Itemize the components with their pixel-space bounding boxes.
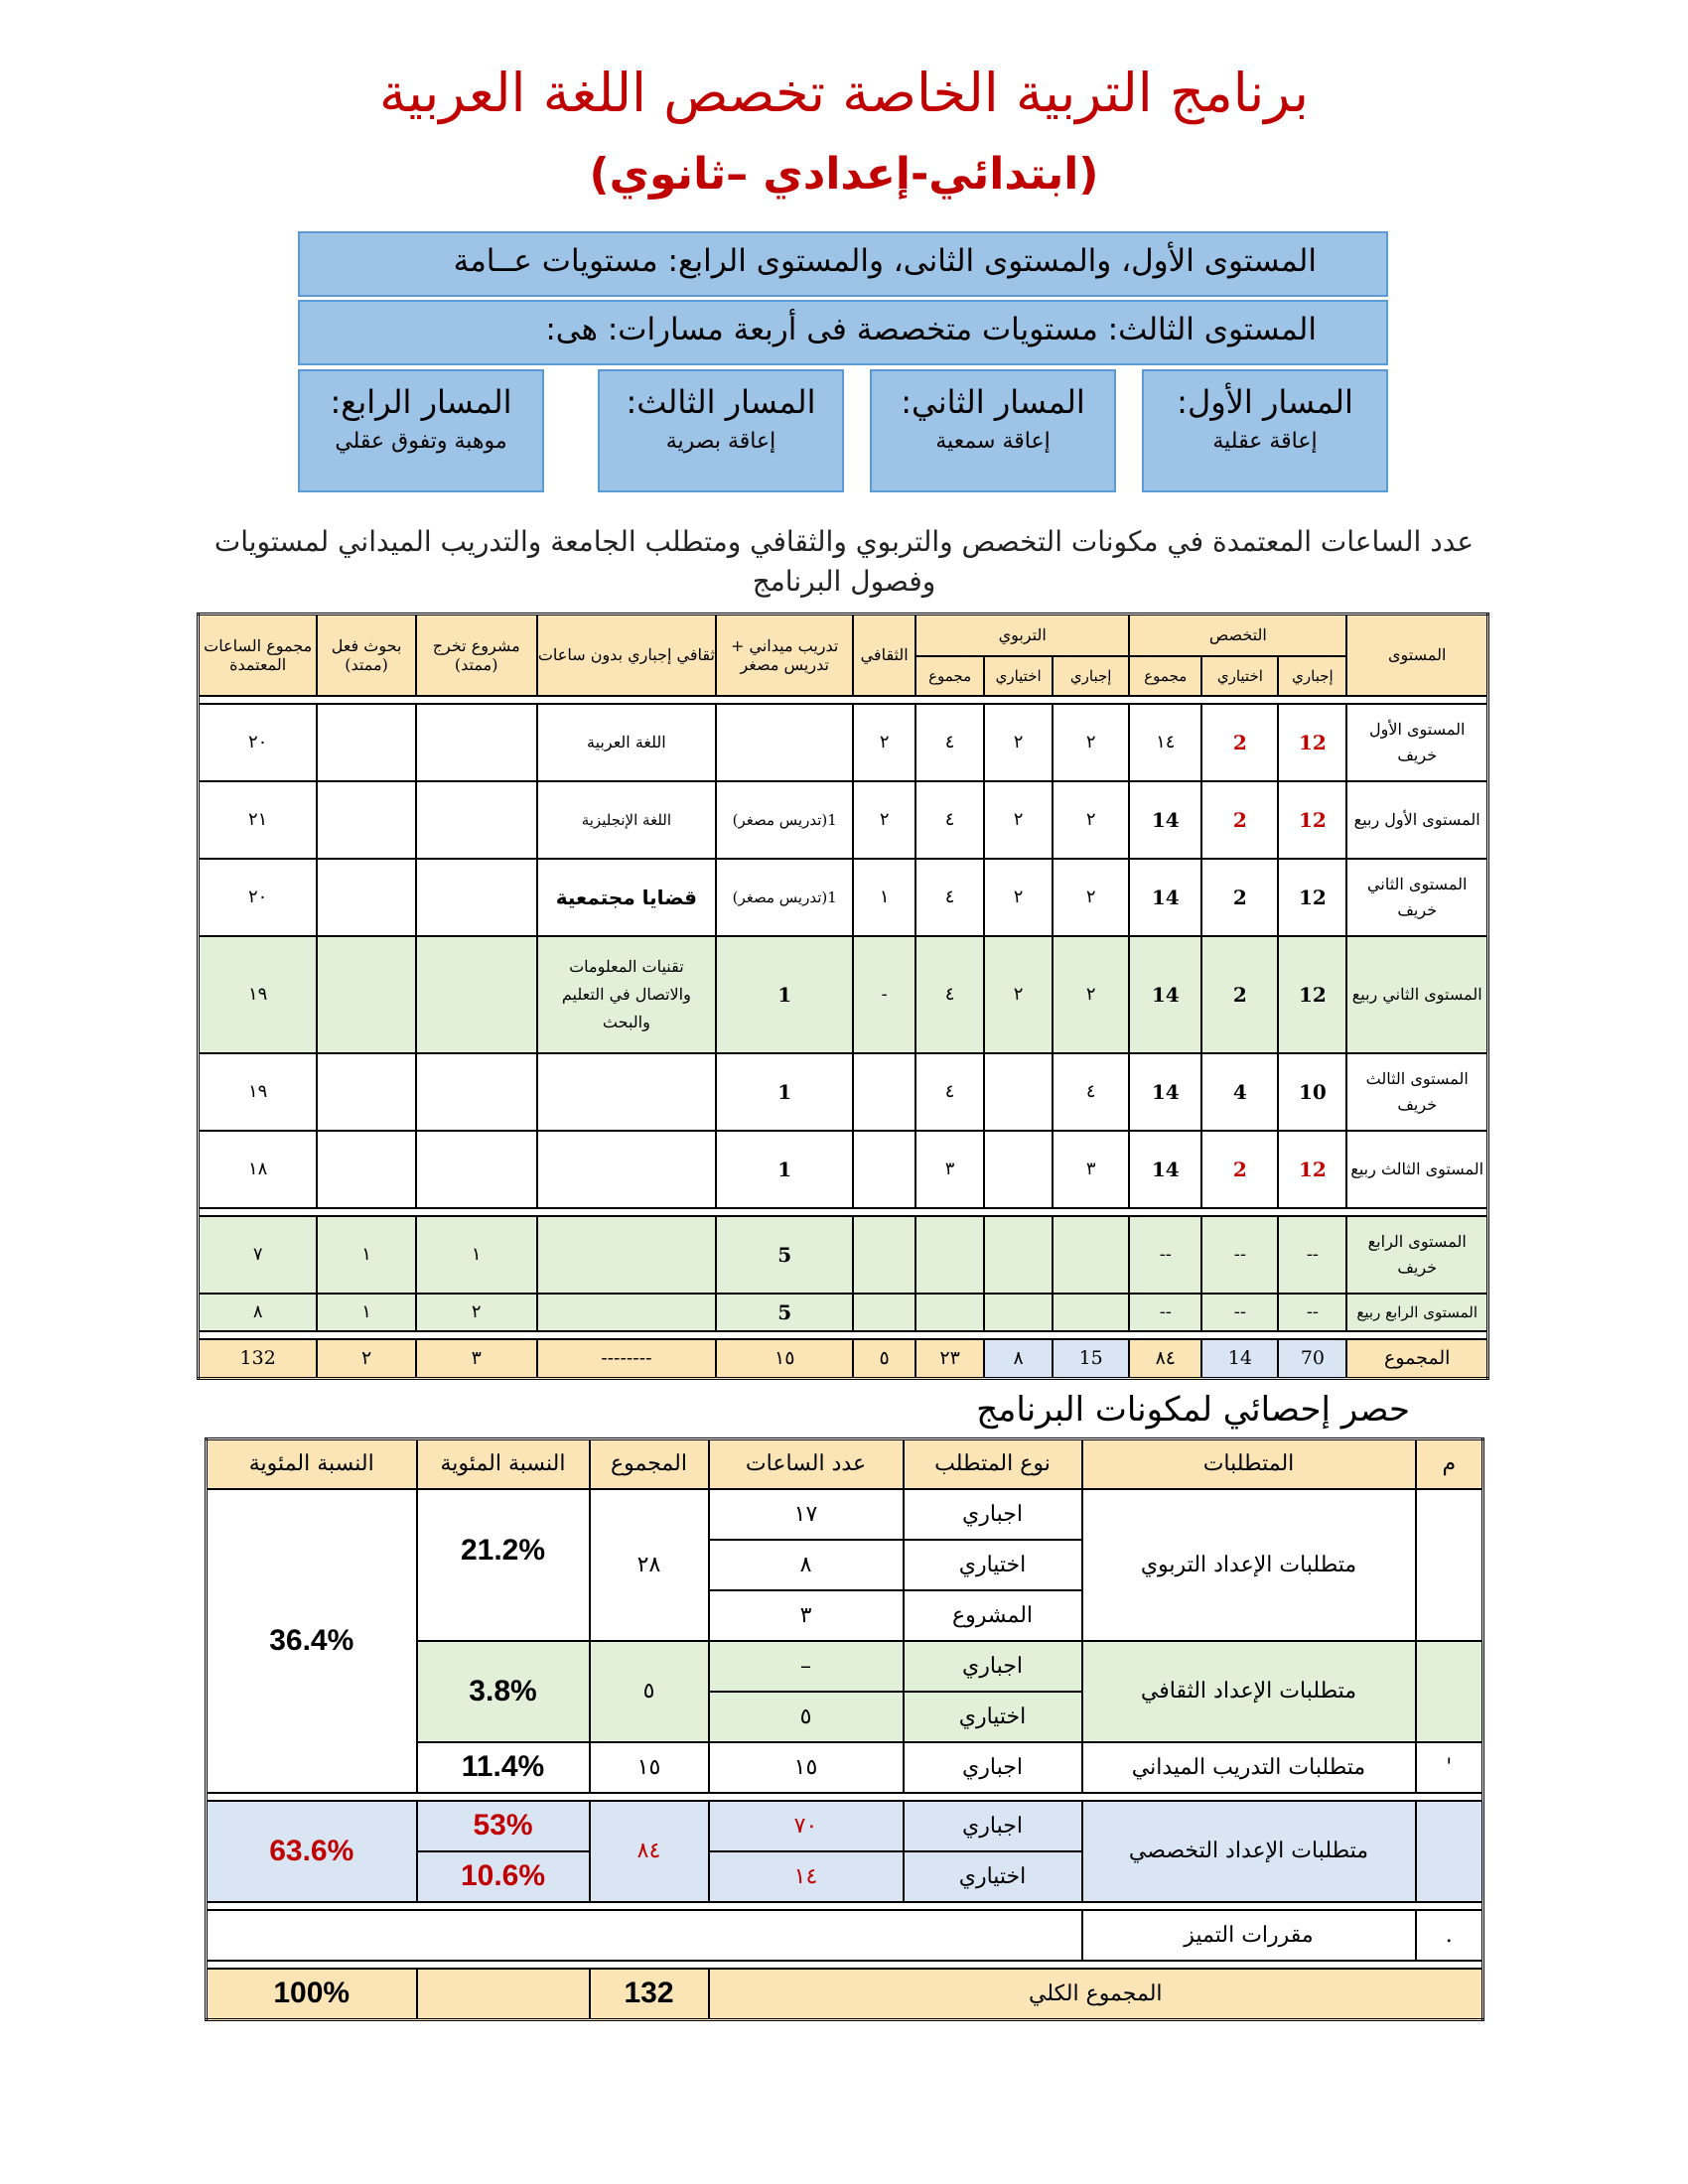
edu-total-cell: ٤ (915, 1053, 984, 1131)
spec-elective-cell: 2 (1201, 1131, 1278, 1208)
grad-project-cell (416, 1053, 537, 1131)
edu-total-cell (915, 1216, 984, 1294)
cultural-cell (853, 1294, 915, 1331)
header-educational: التربوي (915, 614, 1129, 656)
type-cell: اختياري (904, 1851, 1082, 1902)
edu-elective-cell (984, 1216, 1053, 1294)
header-total: المجموع (590, 1439, 709, 1489)
edu-total-cell: ٤ (915, 859, 984, 936)
header-mandatory: إجباري (1053, 656, 1129, 696)
stats-header-row (207, 1439, 1483, 1489)
requirement-label: متطلبات الإعداد التخصصي (1082, 1801, 1416, 1902)
header-total-hours: مجموع الساعات المعتمدة (199, 614, 318, 696)
cultural-cell (853, 1053, 915, 1131)
hours-cell: ١٧ (709, 1489, 904, 1540)
percent-cell: 21.2% (417, 1489, 590, 1641)
levels-general-row: المستوى الأول، والمستوى الثانى، والمستوى الرابع: مستويات عــامة (298, 231, 1388, 297)
field-training-cell (716, 704, 853, 781)
field-training-cell: 1(تدريس مصغر) (716, 781, 853, 859)
header-percent: النسبة المئوية (207, 1439, 417, 1489)
spec-total-cell: 14 (1129, 781, 1201, 859)
header-elective: اختياري (984, 656, 1053, 696)
path-box-1 (1142, 369, 1388, 492)
table-row (207, 1489, 1483, 1540)
hours-cell: ١٥ (709, 1742, 904, 1793)
header-percent: النسبة المئوية (417, 1439, 590, 1489)
hours-cell: ٣ (709, 1590, 904, 1641)
edu-elective-cell: ٢ (984, 936, 1053, 1053)
header-hours: عدد الساعات (709, 1439, 904, 1489)
cultural-free-cell: قضايا مجتمعية (537, 859, 717, 936)
grad-project-total: ٣ (416, 1339, 537, 1379)
total-cell: ٢٨ (590, 1489, 709, 1641)
edu-elective-cell (984, 1294, 1053, 1331)
spec-elective-total: 14 (1201, 1339, 1278, 1379)
edu-total-cell (915, 1294, 984, 1331)
table-row (199, 781, 1488, 859)
edu-mandatory-cell: ٢ (1053, 704, 1129, 781)
header-grad-project: مشروع تخرج (ممتد) (416, 614, 537, 696)
cultural-free-cell: تقنيات المعلومات والاتصال في التعليم والبحث (537, 936, 717, 1053)
spec-mandatory-cell: -- (1278, 1216, 1346, 1294)
table-total-row (199, 1339, 1488, 1379)
percent-cell: 10.6% (417, 1851, 590, 1902)
field-training-cell: 1 (716, 1053, 853, 1131)
header-type: نوع المتطلب (904, 1439, 1082, 1489)
total-hours-cell: ٢١ (199, 781, 318, 859)
level-cell: المستوى الرابع خريف (1346, 1216, 1487, 1294)
spec-mandatory-cell: -- (1278, 1294, 1346, 1331)
stats-total-row (207, 1969, 1483, 2020)
level-cell: المستوى الثاني ربيع (1346, 936, 1487, 1053)
type-cell: اختياري (904, 1540, 1082, 1590)
spec-mandatory-cell: 12 (1278, 704, 1346, 781)
total-hours-cell: ١٨ (199, 1131, 318, 1208)
path-title: المسار الأول: (1177, 383, 1353, 421)
grand-total-percent: 100% (207, 1969, 417, 2020)
empty-cell (417, 1969, 590, 2020)
edu-mandatory-total: 15 (1053, 1339, 1129, 1379)
level-cell: المستوى الأول خريف (1346, 704, 1487, 781)
edu-mandatory-cell: ٢ (1053, 781, 1129, 859)
grad-project-cell (416, 704, 537, 781)
credit-hours-table (197, 613, 1489, 1380)
requirement-label: متطلبات الإعداد التربوي (1082, 1489, 1416, 1641)
grand-total-value: 132 (590, 1969, 709, 2020)
cultural-free-cell (537, 1131, 717, 1208)
path-title: المسار الثاني: (901, 383, 1085, 421)
action-research-cell (317, 781, 415, 859)
requirement-label: متطلبات التدريب الميداني (1082, 1742, 1416, 1793)
total-hours-cell: ١٩ (199, 1053, 318, 1131)
spec-elective-cell: -- (1201, 1216, 1278, 1294)
header-cultural-free: ثقافي إجباري بدون ساعات (537, 614, 717, 696)
header-total: مجموع (1129, 656, 1201, 696)
total-hours-cell: ٧ (199, 1216, 318, 1294)
index-cell (1416, 1489, 1483, 1641)
edu-total-total: ٢٣ (915, 1339, 984, 1379)
empty-cell (207, 1910, 1082, 1961)
total-hours-cell: ١٩ (199, 936, 318, 1053)
percent-cell: 11.4% (417, 1742, 590, 1793)
edu-mandatory-cell: ٣ (1053, 1131, 1129, 1208)
total-cell: ١٥ (590, 1742, 709, 1793)
path-subtitle: إعاقة بصرية (665, 429, 776, 454)
cultural-cell (853, 1216, 915, 1294)
index-cell: . (1416, 1910, 1483, 1961)
spec-mandatory-total: 70 (1278, 1339, 1346, 1379)
edu-total-cell: ٤ (915, 704, 984, 781)
total-hours-cell: ٨ (199, 1294, 318, 1331)
grad-project-cell: ٢ (416, 1294, 537, 1331)
spec-mandatory-cell: 12 (1278, 859, 1346, 936)
cultural-cell (853, 1131, 915, 1208)
field-training-cell: 1(تدريس مصغر) (716, 859, 853, 936)
cultural-free-cell: اللغة العربية (537, 704, 717, 781)
level-cell: المستوى الثاني خريف (1346, 859, 1487, 936)
spec-elective-cell: 4 (1201, 1053, 1278, 1131)
spec-elective-cell: 2 (1201, 704, 1278, 781)
level-cell: المستوى الثالث خريف (1346, 1053, 1487, 1131)
edu-elective-cell (984, 1053, 1053, 1131)
level-cell: المستوى الأول ربيع (1346, 781, 1487, 859)
action-research-total: ٢ (317, 1339, 415, 1379)
path-subtitle: إعاقة عقلية (1212, 429, 1318, 454)
spec-elective-cell: -- (1201, 1294, 1278, 1331)
spec-total-cell: -- (1129, 1216, 1201, 1294)
field-training-total: ١٥ (716, 1339, 853, 1379)
group-percent-cell: 36.4% (207, 1489, 417, 1793)
requirement-label: متطلبات الإعداد الثقافي (1082, 1641, 1416, 1742)
total-cell: ٥ (590, 1641, 709, 1742)
spec-total-cell: 14 (1129, 859, 1201, 936)
header-m: م (1416, 1439, 1483, 1489)
spec-total-cell: ١٤ (1129, 704, 1201, 781)
path-subtitle: موهبة وتفوق عقلي (335, 429, 507, 454)
spec-mandatory-cell: 10 (1278, 1053, 1346, 1131)
path-subtitle: إعاقة سمعية (935, 429, 1051, 454)
edu-mandatory-cell: ٢ (1053, 936, 1129, 1053)
hours-cell: ٧٠ (709, 1801, 904, 1851)
type-cell: المشروع (904, 1590, 1082, 1641)
total-cell: ٨٤ (590, 1801, 709, 1902)
header-field-training: تدريب ميداني + تدريس مصغر (716, 614, 853, 696)
spec-total-cell: 14 (1129, 1053, 1201, 1131)
cultural-free-cell (537, 1053, 717, 1131)
table-row (207, 1910, 1483, 1961)
spec-total-cell: 14 (1129, 936, 1201, 1053)
action-research-cell: ١ (317, 1216, 415, 1294)
header-elective: اختياري (1201, 656, 1278, 696)
cultural-total: ٥ (853, 1339, 915, 1379)
edu-elective-cell: ٢ (984, 781, 1053, 859)
edu-mandatory-cell (1053, 1216, 1129, 1294)
table-row (199, 936, 1488, 1053)
edu-total-cell: ٣ (915, 1131, 984, 1208)
table-row (199, 1131, 1488, 1208)
header-action-research: بحوث فعل (ممتد) (317, 614, 415, 696)
table-row (199, 704, 1488, 781)
action-research-cell (317, 1053, 415, 1131)
hours-table-title: عدد الساعات المعتمدة في مكونات التخصص والتربوي والثقافي ومتطلب الجامعة والتدريب الميداني لمستويات وفصول البرنامج (213, 525, 1475, 598)
path-box-2 (870, 369, 1116, 492)
group-percent-cell: 63.6% (207, 1801, 417, 1902)
table-row (199, 1053, 1488, 1131)
total-hours-cell: ٢٠ (199, 704, 318, 781)
cultural-free-cell (537, 1294, 717, 1331)
field-training-cell: 1 (716, 1131, 853, 1208)
table-row (199, 1216, 1488, 1294)
type-cell: اجباري (904, 1801, 1082, 1851)
grad-project-cell (416, 781, 537, 859)
level-cell: المستوى الرابع ربيع (1346, 1294, 1487, 1331)
header-mandatory: إجباري (1278, 656, 1346, 696)
table-row (199, 1294, 1488, 1331)
table-row (199, 859, 1488, 936)
page-title: برنامج التربية الخاصة تخصص اللغة العربية (378, 62, 1310, 124)
action-research-cell (317, 1131, 415, 1208)
spec-mandatory-cell: 12 (1278, 781, 1346, 859)
type-cell: اجباري (904, 1641, 1082, 1692)
grand-total-label: المجموع الكلي (709, 1969, 1483, 2020)
path-box-4 (298, 369, 544, 492)
cultural-cell: ٢ (853, 704, 915, 781)
edu-mandatory-cell: ٢ (1053, 859, 1129, 936)
grad-project-cell: ١ (416, 1216, 537, 1294)
grad-project-cell (416, 859, 537, 936)
action-research-cell: ١ (317, 1294, 415, 1331)
path-title: المسار الثالث: (626, 383, 816, 421)
stats-table-title: حصر إحصائي لمكونات البرنامج (976, 1390, 1410, 1430)
requirement-label: مقررات التميز (1082, 1910, 1416, 1961)
edu-total-cell: ٤ (915, 936, 984, 1053)
spec-mandatory-cell: 12 (1278, 936, 1346, 1053)
cultural-free-cell (537, 1216, 717, 1294)
field-training-cell: 1 (716, 936, 853, 1053)
edu-elective-cell (984, 1131, 1053, 1208)
header-level: المستوى (1346, 614, 1487, 696)
cultural-cell: - (853, 936, 915, 1053)
edu-mandatory-cell (1053, 1294, 1129, 1331)
edu-elective-total: ٨ (984, 1339, 1053, 1379)
grad-project-cell (416, 1131, 537, 1208)
cultural-free-cell: اللغة الإنجليزية (537, 781, 717, 859)
spec-total-cell: -- (1129, 1294, 1201, 1331)
path-box-3 (598, 369, 844, 492)
header-total: مجموع (915, 656, 984, 696)
spec-total-cell: 14 (1129, 1131, 1201, 1208)
grad-project-cell (416, 936, 537, 1053)
hours-cell: – (709, 1641, 904, 1692)
hours-cell: ٥ (709, 1692, 904, 1742)
index-cell (1416, 1801, 1483, 1902)
level-cell: المستوى الثالث ربيع (1346, 1131, 1487, 1208)
cultural-free-total: -------- (537, 1339, 717, 1379)
total-hours-total: 132 (199, 1339, 318, 1379)
type-cell: اجباري (904, 1489, 1082, 1540)
spec-elective-cell: 2 (1201, 859, 1278, 936)
percent-cell: 53% (417, 1801, 590, 1851)
action-research-cell (317, 936, 415, 1053)
hours-cell: ٨ (709, 1540, 904, 1590)
total-hours-cell: ٢٠ (199, 859, 318, 936)
edu-elective-cell: ٢ (984, 704, 1053, 781)
edu-mandatory-cell: ٤ (1053, 1053, 1129, 1131)
action-research-cell (317, 859, 415, 936)
cultural-cell: ١ (853, 859, 915, 936)
edu-total-cell: ٤ (915, 781, 984, 859)
path-title: المسار الرابع: (330, 383, 512, 421)
action-research-cell (317, 704, 415, 781)
spec-elective-cell: 2 (1201, 781, 1278, 859)
percent-cell: 3.8% (417, 1641, 590, 1742)
stats-table (205, 1437, 1484, 2021)
total-label-cell: المجموع (1346, 1339, 1487, 1379)
spec-mandatory-cell: 12 (1278, 1131, 1346, 1208)
edu-elective-cell: ٢ (984, 859, 1053, 936)
table-row (207, 1801, 1483, 1851)
index-cell: ' (1416, 1742, 1483, 1793)
page-subtitle: (ابتدائي-إعدادي –ثانوي) (589, 149, 1099, 200)
hours-cell: ١٤ (709, 1851, 904, 1902)
header-specialization: التخصص (1129, 614, 1346, 656)
spec-total-total: ٨٤ (1129, 1339, 1201, 1379)
field-training-cell: 5 (716, 1294, 853, 1331)
header-cultural: الثقافي (853, 614, 915, 696)
type-cell: اجباري (904, 1742, 1082, 1793)
index-cell (1416, 1641, 1483, 1742)
spec-elective-cell: 2 (1201, 936, 1278, 1053)
type-cell: اختياري (904, 1692, 1082, 1742)
cultural-cell: ٢ (853, 781, 915, 859)
levels-specialized-row: المستوى الثالث: مستويات متخصصة فى أربعة مسارات: هى: (298, 300, 1388, 365)
header-requirements: المتطلبات (1082, 1439, 1416, 1489)
field-training-cell: 5 (716, 1216, 853, 1294)
